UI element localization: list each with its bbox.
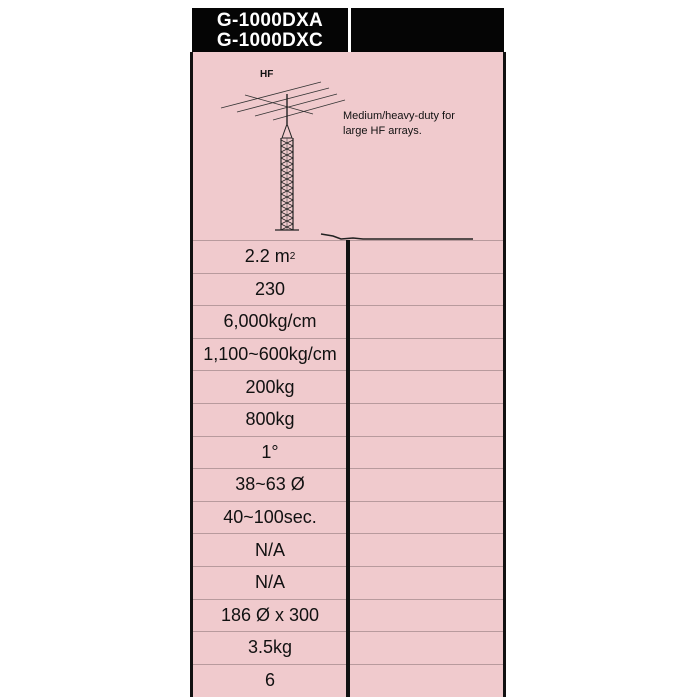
spec-value-text: 6	[264, 670, 275, 691]
spec-value	[193, 339, 347, 371]
spec-value	[193, 469, 347, 501]
spec-value	[193, 502, 347, 534]
spec-value	[193, 274, 347, 306]
spec-value-text: 3.5kg	[247, 637, 293, 658]
spec-value	[193, 306, 347, 338]
spec-blank-cell	[350, 306, 503, 338]
spec-value-text: 200kg	[245, 376, 295, 397]
spec-value-text: 40~100sec.	[223, 507, 317, 528]
hf-antenna-tower-icon	[193, 52, 503, 240]
spec-value	[193, 437, 347, 469]
spec-value	[193, 404, 347, 436]
spec-blank-cell	[350, 534, 503, 566]
spec-value-text: 38~63 Ø	[235, 474, 305, 495]
spec-value	[193, 632, 347, 664]
spec-blank-cell	[350, 339, 503, 371]
spec-value	[193, 567, 347, 599]
spec-value-text: 2.2 m	[244, 246, 290, 267]
model-name-a: G-1000DXA	[216, 10, 324, 31]
spec-blank-cell	[350, 404, 503, 436]
spec-value-text: 800kg	[245, 409, 295, 430]
spec-blank-cell	[350, 437, 503, 469]
spec-blank-cell	[350, 567, 503, 599]
spec-value-text: 1°	[261, 441, 279, 462]
description-line-2: large HF arrays.	[343, 125, 422, 137]
spec-value-text: 186 Ø x 300	[220, 604, 320, 625]
spec-value	[193, 371, 347, 403]
spec-value	[193, 600, 347, 632]
header-blank-block	[351, 8, 504, 52]
column-divider	[346, 240, 350, 697]
spec-blank-cell	[350, 600, 503, 632]
spec-blank-cell	[350, 632, 503, 664]
description-line-1: Medium/heavy-duty for	[343, 110, 455, 122]
spec-blank-cell	[350, 274, 503, 306]
spec-value	[193, 534, 347, 566]
model-name-c: G-1000DXC	[216, 30, 324, 51]
spec-value-text: 230	[254, 278, 286, 299]
spec-value-text: N/A	[254, 572, 285, 593]
spec-blank-cell	[350, 241, 503, 273]
spec-value-text: 1,100~600kg/cm	[203, 344, 337, 365]
spec-blank-cell	[350, 469, 503, 501]
band-label: HF	[260, 69, 274, 80]
spec-blank-cell	[350, 371, 503, 403]
spec-blank-cell	[350, 502, 503, 534]
description	[343, 109, 503, 139]
spec-blank-cell	[350, 665, 503, 697]
spec-value: 2.2 m 2	[244, 246, 296, 267]
model-header	[192, 8, 348, 52]
spec-value	[193, 665, 347, 697]
spec-value-text: N/A	[254, 539, 285, 560]
spec-value-text: 6,000kg/cm	[223, 311, 317, 332]
